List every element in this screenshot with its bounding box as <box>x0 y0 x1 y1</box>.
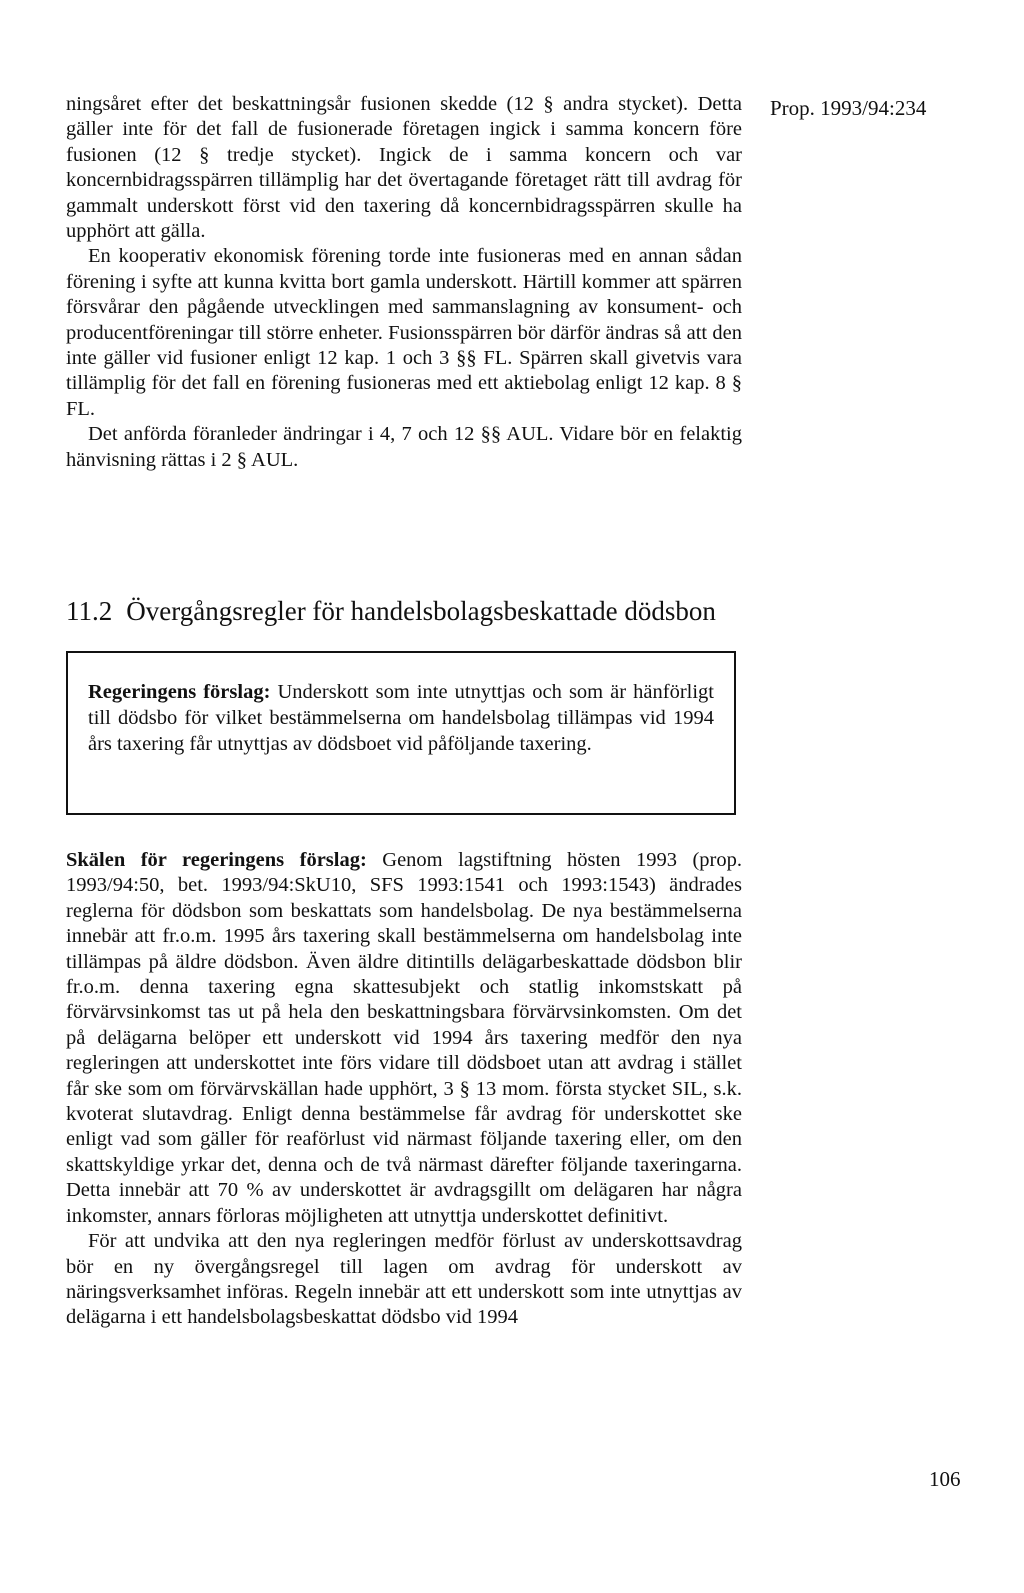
proposal-text <box>88 679 714 757</box>
section-number: 11.2 <box>66 596 113 626</box>
paragraph-cooperative: En kooperativ ekonomisk förening torde inte fusioneras med en annan sådan förening i syfte att kunna kvitta bort gamla underskott. Härtill kommer att spärren försvårar den pågående utvecklingen med sammanslagning av konsument- och producentföreningar till större enheter. Fusionsspärren bör därför ändras så att den inte gäller vid fusioner enligt 12 kap. 1 och 3 §§ FL. Spärren skall givetvis vara tillämplig för det fall en förening fusioneras med ett aktiebolag enligt 12 kap. 8 § FL. <box>66 245 742 420</box>
paragraph-transition-rule: För att undvika att den nya regleringen medför förlust av underskottsavdrag bör en ny övergångsregel till lagen om avdrag för underskott av näringsverksamhet införas. Regeln innebär att ett underskott som inte utnyttjas av delägarna i ett handelsbolagsbeskattat dödsbo vid 1994 <box>66 1230 742 1329</box>
proposal-box <box>66 651 736 815</box>
proposal-label: Regeringens förslag: <box>88 681 271 703</box>
paragraph-amendments: Det anförda föranleder ändringar i 4, 7 och 12 §§ AUL. Vidare bör en felaktig hänvisning rättas i 2 § AUL. <box>66 423 742 471</box>
paragraph-continuation: ningsåret efter det beskattningsår fusionen skedde (12 § andra stycket). Detta gäller inte för det fall de fusionerade företagen ingick i samma koncern före fusionen (12 § tredje stycket). Ingick de i samma koncern och var koncernbidragsspärren tillämplig har det övertagande företaget rätt till avdrag för gammalt underskott först vid den taxering då koncernbidragsspärren skulle ha upphört att gälla. <box>66 93 742 243</box>
paragraph-reasons <box>66 848 742 1229</box>
section-heading <box>66 594 716 628</box>
proposal-body: Underskott som inte utnyttjas och som är hänförligt till dödsbo för vilket bestämmelserna om handelsbolag tillämpas vid 1994 års taxering får utnyttjas av dödsboet vid påföljande taxering. <box>88 681 714 755</box>
reasons-body: Genom lagstiftning hösten 1993 (prop. 1993/94:50, bet. 1993/94:SkU10, SFS 1993:1541 och 1993:1543) ändrades reglerna för dödsbon som beskattats som handelsbolag. De nya bestämmelserna innebär att fr.o.m. 1995 års taxering skall bestämmelserna om handelsbolag inte tillämpas på äldre dödsbon. Även äldre ditintills delägarbeskattade dödsbon blir fr.o.m. denna taxering egna skattesubjekt och statlig inkomstskatt på förvärvsinkomst tas ut på hela den beskattningsbara förvärvsinkomsten. Om det på delägarna belöper ett underskott vid 1994 års taxering medför den nya regleringen att underskottet inte förs vidare till dödsboet utan att avdrag i stället får ske som om förvärvskällan hade upphört, 3 § 13 mom. första stycket SIL, s.k. kvoterat slutavdrag. Enligt denna bestämmelse får avdrag för underskottet ske enligt vad som gäller för reaförlust vid närmast följande taxering eller, om den skattskyldige yrkar det, denna och de två närmast därefter följande taxeringarna. Detta innebär att 70 % av underskottet är avdragsgillt om delägaren har några inkomster, annars förloras möjligheten att utnyttja underskottet definitivt. <box>66 849 743 1227</box>
section-title: Övergångsregler för handelsbolagsbeskattade dödsbon <box>126 596 716 626</box>
proposition-reference: Prop. 1993/94:234 <box>770 96 927 120</box>
reasons-label: Skälen för regeringens förslag: <box>66 849 367 871</box>
intro-text-block <box>66 92 742 473</box>
reasons-text-block <box>66 848 742 1331</box>
page-number: 106 <box>929 1467 961 1491</box>
